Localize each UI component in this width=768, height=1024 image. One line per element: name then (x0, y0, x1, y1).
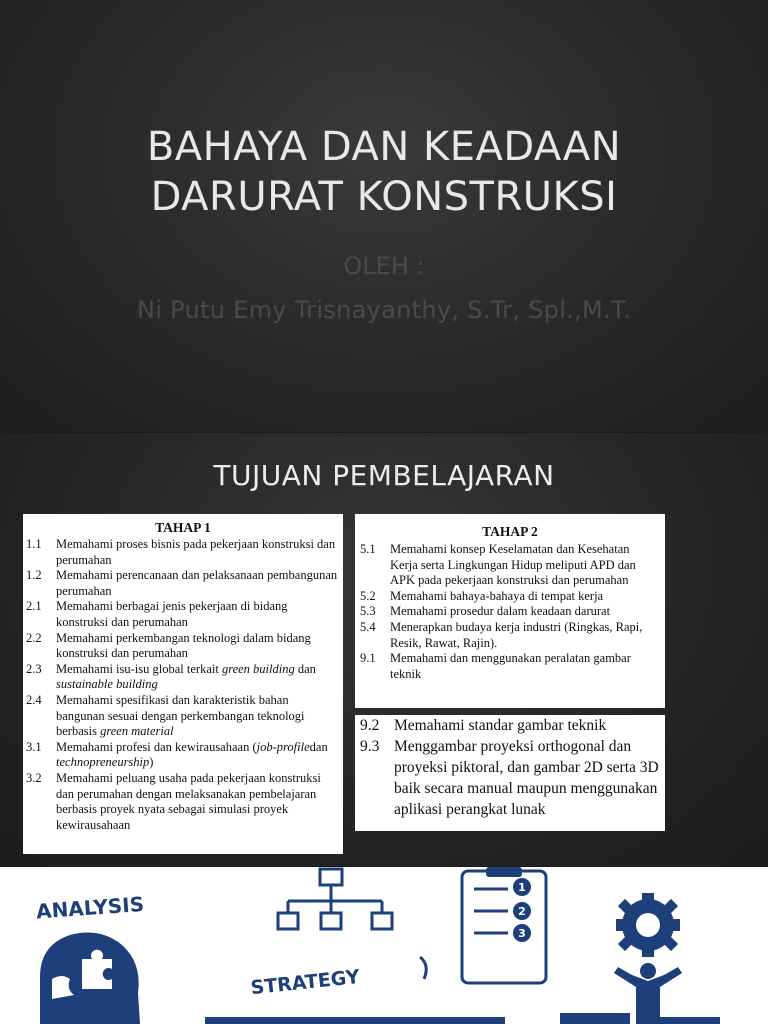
list-item (26, 537, 339, 568)
strategy-word: STRATEGY (249, 965, 361, 1000)
objectives-title: TUJUAN PEMBELAJARAN (213, 459, 555, 492)
item-number: 9.1 (360, 651, 376, 666)
item-number: 5.3 (360, 604, 376, 619)
item-text: Memahami dan menggunakan peralatan gambar teknik (390, 651, 631, 681)
item-number: 2.4 (26, 692, 42, 707)
item-number: 2.1 (26, 599, 42, 614)
item-number: 5.2 (360, 588, 376, 603)
item-number: 9.2 (360, 717, 380, 734)
item-number: 3.1 (26, 739, 42, 754)
item-text: Menggambar proyeksi orthogonal dan proyeksi piktoral, dan gambar 2D serta 3D baik secara manual maupun menggunakan aplikasi perangkat lunak (394, 738, 659, 818)
list-item (26, 693, 339, 740)
item-text-emphasis: green building (221, 661, 295, 676)
list-item (360, 620, 659, 651)
slide-title-line2: DARURAT KONSTRUKSI (150, 174, 618, 220)
tahap1-panel (23, 514, 343, 854)
tahap2-continued-panel (355, 715, 665, 831)
checklist-number: 3 (518, 927, 526, 940)
item-text-part: ) (149, 755, 154, 770)
list-item (360, 589, 659, 605)
list-item (26, 599, 339, 630)
gear-person-icon (614, 893, 682, 1024)
item-text: Memahami perencanaan dan pelaksanaan pembangunan perumahan (56, 568, 338, 598)
list-item (360, 715, 659, 736)
item-text: Menerapkan budaya kerja industri (Ringkas, Rapi, Resik, Rawat, Rajin). (390, 619, 643, 650)
title-slide (0, 0, 768, 432)
item-text: Memahami bahaya-bahaya di tempat kerja (390, 588, 604, 603)
business-illustration-slide (0, 867, 768, 1024)
list-item (26, 740, 339, 771)
item-text-part: Memahami profesi dan kewirausahaan ( (56, 739, 257, 754)
item-text: Memahami peluang usaha pada pekerjaan konstruksi dan perumahan dengan melaksanakan pembelajaran berbasis proyek nyata sebagai simulasi proyek kewirausahaan (56, 770, 321, 832)
item-text-part: dan (294, 661, 316, 676)
list-item (360, 604, 659, 620)
illustration (0, 867, 768, 1024)
item-number: 1.2 (26, 568, 42, 583)
item-number: 3.2 (26, 770, 42, 785)
item-text (56, 662, 339, 693)
item-text-emphasis: technopreneurship (56, 755, 150, 770)
author-name: Ni Putu Emy Trisnayanthy, S.Tr, Spl.,M.T. (136, 296, 632, 324)
item-text: Memahami perkembangan teknologi dalam bidang konstruksi dan perumahan (56, 630, 311, 661)
org-chart-icon (278, 869, 392, 929)
checklist-number: 2 (518, 905, 526, 918)
tahap2-panel (355, 514, 665, 708)
list-item (360, 542, 659, 589)
analysis-word: ANALYSIS (35, 891, 145, 924)
slide-title (0, 122, 768, 222)
item-text-emphasis: sustainable building (56, 677, 158, 692)
item-number: 2.3 (26, 661, 42, 676)
item-text: Memahami prosedur dalam keadaan darurat (390, 604, 611, 619)
item-text (56, 740, 339, 771)
item-number: 1.1 (26, 537, 42, 551)
item-text-part: Memahami isu-isu global terkait (56, 661, 222, 676)
item-text: Memahami berbagai jenis pekerjaan di bidang konstruksi dan perumahan (56, 599, 288, 629)
tahap2-list (355, 542, 665, 682)
item-text-part: Memahami spesifikasi dan karakteristik bahan bangunan sesuai dengan perkembangan teknologi berbasis (56, 692, 305, 739)
slide-title-line1: BAHAYA DAN KEADAAN (146, 124, 622, 170)
item-number: 5.1 (360, 542, 376, 556)
item-text-part: dan (309, 739, 328, 754)
tahap1-heading: TAHAP 1 (155, 520, 211, 535)
list-item (26, 662, 339, 693)
tahap1-list (23, 537, 343, 833)
tahap2-heading: TAHAP 2 (482, 524, 538, 539)
item-text-emphasis: job-profile (256, 739, 310, 754)
item-number: 5.4 (360, 619, 376, 634)
list-item (360, 736, 659, 820)
puzzle-head-icon (40, 933, 140, 1024)
list-item (26, 771, 339, 833)
tahap2-continued-list (355, 715, 665, 820)
item-text: Memahami proses bisnis pada pekerjaan konstruksi dan perumahan (56, 537, 336, 567)
bracket-stroke (420, 957, 426, 979)
list-item (26, 568, 339, 599)
checklist-number: 1 (518, 881, 526, 894)
list-item (26, 631, 339, 662)
objectives-slide (0, 433, 768, 866)
item-text: Memahami konsep Keselamatan dan Kesehatan Kerja serta Lingkungan Hidup meliputi APD dan APK pada pekerjaan konstruksi dan perumahan (390, 542, 636, 588)
list-item (360, 651, 659, 682)
item-text: Memahami standar gambar teknik (394, 717, 607, 734)
item-text (56, 693, 339, 740)
item-text-emphasis: green material (100, 724, 174, 739)
checklist-icon (462, 867, 546, 983)
item-number: 2.2 (26, 630, 42, 645)
item-number: 9.3 (360, 738, 380, 755)
oleh-label: OLEH : (343, 252, 425, 280)
